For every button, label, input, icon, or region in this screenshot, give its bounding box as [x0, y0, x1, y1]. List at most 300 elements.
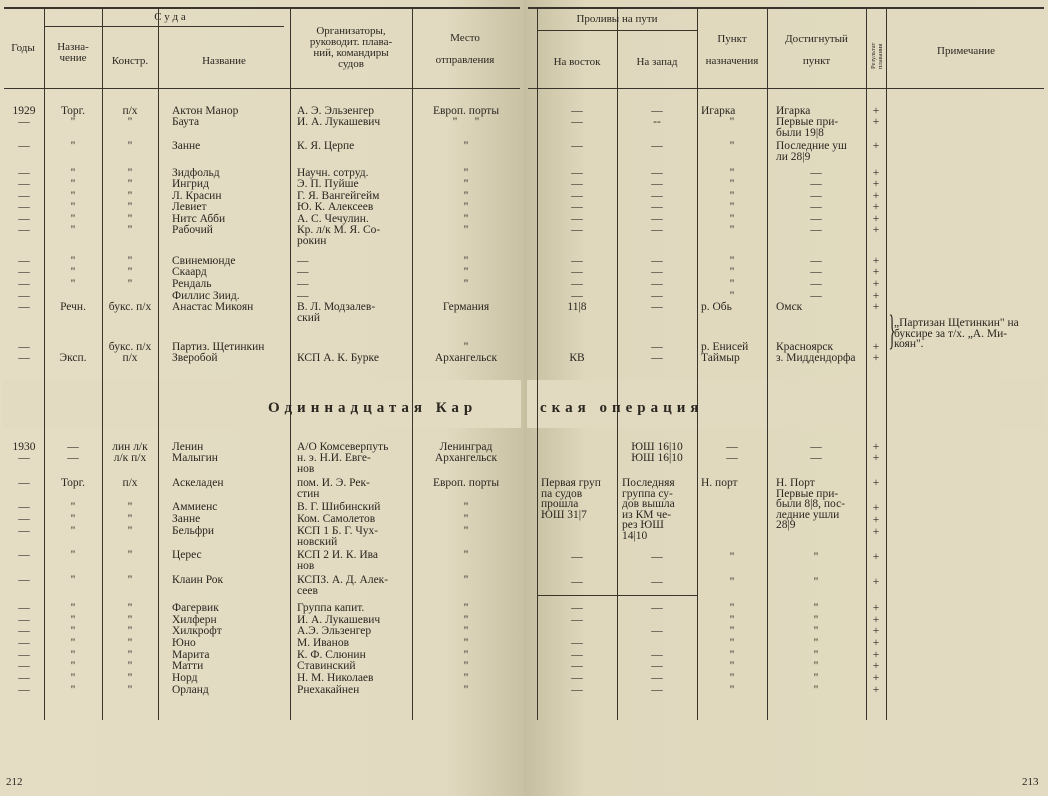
vessel-name: Малыгин [172, 452, 218, 464]
result-mark: + [872, 201, 880, 213]
construction-cell: " [127, 684, 133, 696]
destination-cell: " [729, 278, 735, 290]
result-mark: + [872, 477, 880, 489]
vessel-name: Аммиенс [172, 501, 218, 513]
vessel-name: Нитс Абби [172, 213, 226, 225]
organizer-cell: Э. П. Пуйше [297, 178, 359, 190]
east-cell: — [571, 672, 583, 684]
organizer-cell: КСПЗ. А. Д. Алек- сеев [297, 574, 389, 597]
west-cell: — [651, 576, 663, 588]
reached-cell: Первые при- были 19|8 [776, 116, 839, 139]
reached-cell: " [813, 602, 819, 614]
purpose-cell: " [70, 224, 76, 236]
purpose-cell: " [70, 255, 76, 267]
east-cell: КВ [569, 352, 585, 364]
west-cell: — [651, 140, 663, 152]
destination-cell: " [729, 684, 735, 696]
departure-cell: " [463, 649, 469, 661]
header-east: На восток [553, 56, 601, 68]
organizer-cell: Г. Я. Вангейгейм [297, 190, 380, 202]
west-cell: ЮШ 16|10 [631, 441, 683, 453]
destination-cell: р. Обь [701, 301, 732, 313]
west-cell: — [651, 301, 663, 313]
departure-cell: " [463, 574, 469, 586]
departure-cell: " [463, 672, 469, 684]
departure-cell: Ленинград [439, 441, 493, 453]
reached-cell: " [813, 649, 819, 661]
departure-cell: " [463, 278, 469, 290]
header-purpose: Назна- чение [57, 41, 89, 64]
west-cell: — [651, 684, 663, 696]
destination-cell: " [729, 602, 735, 614]
result-mark: + [872, 526, 880, 538]
year-cell: — [18, 341, 30, 353]
east-cell: — [571, 290, 583, 302]
header-destination: Пункт назначения [705, 33, 759, 67]
header-name: Название [202, 55, 246, 67]
reached-cell: Игарка [776, 105, 811, 117]
east-cell: — [571, 551, 583, 563]
west-cell: — [651, 201, 663, 213]
vessel-name: Фагервик [172, 602, 219, 614]
construction-cell: " [127, 637, 133, 649]
purpose-cell: " [70, 637, 76, 649]
construction-cell: " [127, 178, 133, 190]
purpose-cell: " [70, 625, 76, 637]
year-cell: — [18, 477, 30, 489]
result-mark: + [872, 514, 880, 526]
reached-cell: " [813, 625, 819, 637]
column-rule [290, 8, 291, 720]
reached-cell: з. Миддендорфа [776, 352, 856, 364]
purpose-cell: " [70, 649, 76, 661]
purpose-cell: " [70, 501, 76, 513]
result-mark: + [872, 672, 880, 684]
reached-cell: — [810, 213, 822, 225]
construction-cell: " [127, 602, 133, 614]
destination-cell: — [726, 441, 738, 453]
destination-cell: " [729, 266, 735, 278]
result-mark: + [872, 178, 880, 190]
reached-cell: — [810, 278, 822, 290]
organizer-cell: И. А. Лукашевич [297, 614, 381, 626]
organizer-cell: КСП А. К. Бурке [297, 352, 379, 364]
destination-cell: " [729, 672, 735, 684]
row-rule [528, 88, 1044, 89]
purpose-cell: " [70, 266, 76, 278]
reached-cell: Красноярск [776, 341, 834, 353]
destination-cell: " [729, 614, 735, 626]
east-cell: — [571, 637, 583, 649]
departure-cell: " [463, 501, 469, 513]
organizer-cell: И. А. Лукашевич [297, 116, 381, 128]
reached-cell: — [810, 290, 822, 302]
departure-cell: " [463, 140, 469, 152]
result-mark: + [872, 341, 880, 353]
east-cell: — [571, 255, 583, 267]
purpose-cell: " [70, 213, 76, 225]
east-cell: — [571, 614, 583, 626]
vessel-name: Анастас Микоян [172, 301, 254, 313]
purpose-cell: " [70, 614, 76, 626]
year-cell: — [18, 614, 30, 626]
reached-cell: — [810, 190, 822, 202]
purpose-cell: — [67, 452, 79, 464]
year-cell: — [18, 290, 30, 302]
organizer-cell: В. Л. Модзалев- ский [297, 301, 376, 324]
organizer-cell: Ком. Самолетов [297, 513, 376, 525]
destination-cell: " [729, 551, 735, 563]
construction-cell: п/х [122, 477, 138, 489]
departure-cell: " [463, 513, 469, 525]
vessel-name: Ленин [172, 441, 204, 453]
departure-cell: " [463, 178, 469, 190]
year-cell: — [18, 602, 30, 614]
result-mark: + [872, 649, 880, 661]
construction-cell: п/х [122, 352, 138, 364]
destination-cell: " [729, 660, 735, 672]
year-cell: — [18, 549, 30, 561]
result-mark: + [872, 441, 880, 453]
east-cell: — [571, 178, 583, 190]
organizer-cell: Ю. К. Алексеев [297, 201, 374, 213]
destination-cell: " [729, 224, 735, 236]
west-cell: — [651, 660, 663, 672]
purpose-cell: " [70, 660, 76, 672]
destination-cell: " [729, 178, 735, 190]
result-mark: + [872, 266, 880, 278]
purpose-cell: " [70, 278, 76, 290]
east-cell: — [571, 116, 583, 128]
departure-cell: " [463, 637, 469, 649]
organizer-cell: М. Иванов [297, 637, 349, 649]
organizer-cell: В. Г. Шибинский [297, 501, 381, 513]
header-straits: Проливы на пути [576, 13, 658, 25]
west-cell: — [651, 672, 663, 684]
year-cell: — [18, 266, 30, 278]
vessel-name: Хилкрофт [172, 625, 222, 637]
vessel-name: Актон Манор [172, 105, 239, 117]
destination-cell: " [729, 201, 735, 213]
west-cell: -- [653, 116, 661, 128]
result-mark: + [872, 660, 880, 672]
vessel-name: Филлис Зиид. [172, 290, 240, 302]
result-mark: + [872, 625, 880, 637]
row-rule [44, 26, 284, 27]
result-mark: + [872, 190, 880, 202]
reached-cell: Н. Порт Первые при- были 8|8, пос- ледние ушли 28|9 [776, 477, 846, 532]
construction-cell: л/к п/х [113, 452, 147, 464]
vessel-name: Занне [172, 513, 201, 525]
column-rule [886, 8, 887, 720]
header-remarks: Примечание [937, 45, 995, 57]
departure-cell: " [463, 266, 469, 278]
remark-text: „Партизан Щетинкин" на буксире за т/х. „А. Ми- коян". [894, 317, 1019, 351]
destination-cell: " [729, 213, 735, 225]
purpose-cell: " [70, 190, 76, 202]
purpose-cell: " [70, 140, 76, 152]
reached-cell: Омск [776, 301, 803, 313]
vessel-name: Баута [172, 116, 200, 128]
east-cell: — [571, 660, 583, 672]
construction-cell: " [127, 649, 133, 661]
departure-cell: " [463, 167, 469, 179]
departure-cell: " [463, 525, 469, 537]
destination-cell: " [729, 649, 735, 661]
west-cell: ЮШ 16|10 [631, 452, 683, 464]
result-mark: + [872, 301, 880, 313]
west-cell: — [651, 341, 663, 353]
year-cell: — [18, 190, 30, 202]
destination-cell: Игарка [701, 105, 736, 117]
departure-cell: " " [452, 116, 480, 128]
year-cell: — [18, 116, 30, 128]
construction-cell: " [127, 116, 133, 128]
east-cell: — [571, 684, 583, 696]
organizer-cell: Рнехакайнен [297, 684, 360, 696]
west-cell: — [651, 352, 663, 364]
destination-cell: " [729, 255, 735, 267]
organizer-cell: А/О Комсеверпуть [297, 441, 389, 453]
purpose-cell: — [67, 441, 79, 453]
purpose-cell: Эксп. [59, 352, 87, 364]
purpose-cell: Торг. [61, 477, 85, 489]
result-mark: + [872, 224, 880, 236]
west-cell: — [651, 649, 663, 661]
construction-cell: букс. п/х [108, 341, 152, 353]
result-mark: + [872, 502, 880, 514]
organizer-cell: КСП 1 Б. Г. Чух- новский [297, 525, 379, 548]
construction-cell: " [127, 549, 133, 561]
purpose-cell: " [70, 672, 76, 684]
east-cell: — [571, 278, 583, 290]
result-mark: + [872, 167, 880, 179]
west-cell: — [651, 213, 663, 225]
page-number-right: 213 [1022, 776, 1039, 788]
destination-cell: " [729, 576, 735, 588]
construction-cell: п/х [122, 105, 138, 117]
year-cell: — [18, 625, 30, 637]
departure-cell: " [463, 255, 469, 267]
east-cell: Первая груп па судов прошла ЮШ 31|7 [541, 477, 601, 521]
result-mark: + [872, 352, 880, 364]
organizer-cell: Научн. сотруд. [297, 167, 369, 179]
year-cell: — [18, 684, 30, 696]
year-cell: — [18, 201, 30, 213]
construction-cell: букс. п/х [108, 301, 152, 313]
east-cell: — [571, 105, 583, 117]
organizer-cell: — [297, 255, 309, 267]
destination-cell: " [729, 167, 735, 179]
vessel-name: Орланд [172, 684, 209, 696]
vessel-name: Ингрид [172, 178, 209, 190]
west-cell: — [651, 278, 663, 290]
purpose-cell: " [70, 167, 76, 179]
year-cell: — [18, 255, 30, 267]
construction-cell: " [127, 525, 133, 537]
departure-cell: " [463, 602, 469, 614]
year-cell: — [18, 513, 30, 525]
purpose-cell: " [70, 525, 76, 537]
purpose-cell: " [70, 549, 76, 561]
vessel-name: Бельфри [172, 525, 215, 537]
departure-cell: " [463, 660, 469, 672]
organizer-cell: Группа капит. [297, 602, 365, 614]
construction-cell: " [127, 266, 133, 278]
departure-cell: " [463, 625, 469, 637]
result-mark: + [872, 290, 880, 302]
construction-cell: " [127, 574, 133, 586]
vessel-name: Церес [172, 549, 202, 561]
result-mark: + [872, 452, 880, 464]
departure-cell: " [463, 549, 469, 561]
organizer-cell: н. э. Н.И. Евге- нов [297, 452, 371, 475]
east-cell: — [571, 167, 583, 179]
departure-cell: " [463, 224, 469, 236]
organizer-cell: Ставинский [297, 660, 356, 672]
reached-cell: " [813, 551, 819, 563]
east-cell: — [571, 140, 583, 152]
result-mark: + [872, 105, 880, 117]
departure-cell: " [463, 190, 469, 202]
year-cell: — [18, 352, 30, 364]
destination-cell: Н. порт [701, 477, 738, 489]
departure-cell: " [463, 213, 469, 225]
reached-cell: " [813, 660, 819, 672]
result-mark: + [872, 278, 880, 290]
east-cell: 11|8 [567, 301, 587, 313]
result-mark: + [872, 684, 880, 696]
construction-cell: " [127, 278, 133, 290]
reached-cell: — [810, 201, 822, 213]
destination-cell: Таймыр [701, 352, 740, 364]
vessel-name: Матти [172, 660, 204, 672]
destination-cell: р. Енисей [701, 341, 749, 353]
construction-cell: " [127, 625, 133, 637]
reached-cell: " [813, 614, 819, 626]
header-construction: Констр. [111, 55, 149, 67]
vessel-name: Скаард [172, 266, 207, 278]
departure-cell: Европ. порты [432, 477, 500, 489]
west-cell: — [651, 190, 663, 202]
section-title-right: ская операция [540, 400, 704, 416]
construction-cell: лин л/к [112, 441, 148, 453]
vessel-name: Хилферн [172, 614, 217, 626]
east-cell: — [571, 576, 583, 588]
west-cell: — [651, 602, 663, 614]
destination-cell: " [729, 116, 735, 128]
result-mark: + [872, 576, 880, 588]
west-cell: Последняя группа су- дов вышла из КМ че- рез ЮШ 14|10 [622, 477, 675, 542]
year-cell: — [18, 224, 30, 236]
construction-cell: " [127, 660, 133, 672]
east-cell: — [571, 649, 583, 661]
west-cell: — [651, 266, 663, 278]
departure-cell: " [463, 341, 469, 353]
year-cell: — [18, 660, 30, 672]
year-cell: — [18, 452, 30, 464]
organizer-cell: А. Э. Эльзенгер [297, 105, 375, 117]
west-cell: — [651, 224, 663, 236]
organizer-cell: К. Я. Церпе [297, 140, 355, 152]
organizer-cell: пом. И. Э. Рек- стин [297, 477, 370, 500]
row-rule [4, 88, 520, 89]
column-rule [158, 8, 159, 720]
header-result: Результат плавания [870, 42, 884, 70]
construction-cell: " [127, 167, 133, 179]
construction-cell: " [127, 614, 133, 626]
construction-cell: " [127, 224, 133, 236]
departure-cell: " [463, 614, 469, 626]
departure-cell: Архангельск [434, 352, 498, 364]
east-cell: — [571, 213, 583, 225]
year-cell: — [18, 140, 30, 152]
year-cell: 1930 [12, 441, 36, 453]
header-reached: Достигнутый пункт [785, 33, 848, 67]
destination-cell: — [726, 452, 738, 464]
reached-cell: — [810, 255, 822, 267]
destination-cell: " [729, 625, 735, 637]
destination-cell: " [729, 290, 735, 302]
year-cell: — [18, 178, 30, 190]
page-number-left: 212 [6, 776, 23, 788]
departure-cell: " [463, 684, 469, 696]
west-cell: — [651, 167, 663, 179]
vessel-name: Рендаль [172, 278, 212, 290]
column-rule [767, 8, 768, 720]
reached-cell: — [810, 452, 822, 464]
organizer-cell: — [297, 266, 309, 278]
column-rule [412, 8, 413, 720]
result-mark: + [872, 637, 880, 649]
departure-cell: Европ. порты [432, 105, 500, 117]
construction-cell: " [127, 255, 133, 267]
row-rule [528, 7, 1044, 9]
reached-cell: " [813, 637, 819, 649]
year-cell: — [18, 649, 30, 661]
destination-cell: " [729, 637, 735, 649]
vessel-name: Аскеладен [172, 477, 224, 489]
construction-cell: " [127, 501, 133, 513]
construction-cell: " [127, 213, 133, 225]
year-cell: — [18, 301, 30, 313]
vessel-name: Норд [172, 672, 198, 684]
result-mark: + [872, 213, 880, 225]
purpose-cell: " [70, 178, 76, 190]
organizer-cell: — [297, 290, 309, 302]
year-cell: — [18, 672, 30, 684]
header-departure: Место отправления [435, 32, 495, 66]
result-mark: + [872, 255, 880, 267]
east-cell: — [571, 266, 583, 278]
vessel-name: Юно [172, 637, 196, 649]
purpose-cell: " [70, 116, 76, 128]
year-cell: — [18, 501, 30, 513]
organizer-cell: — [297, 278, 309, 290]
year-cell: 1929 [12, 105, 36, 117]
destination-cell: " [729, 190, 735, 202]
reached-cell: Последние уш ли 28|9 [776, 140, 847, 163]
east-cell: — [571, 190, 583, 202]
reached-cell: — [810, 178, 822, 190]
departure-cell: Архангельск [434, 452, 498, 464]
west-cell: — [651, 551, 663, 563]
vessel-name: Партиз. Щетинкин [172, 341, 265, 353]
construction-cell: " [127, 201, 133, 213]
year-cell: — [18, 574, 30, 586]
construction-cell: " [127, 190, 133, 202]
organizer-cell: К. Ф. Слюнин [297, 649, 366, 661]
